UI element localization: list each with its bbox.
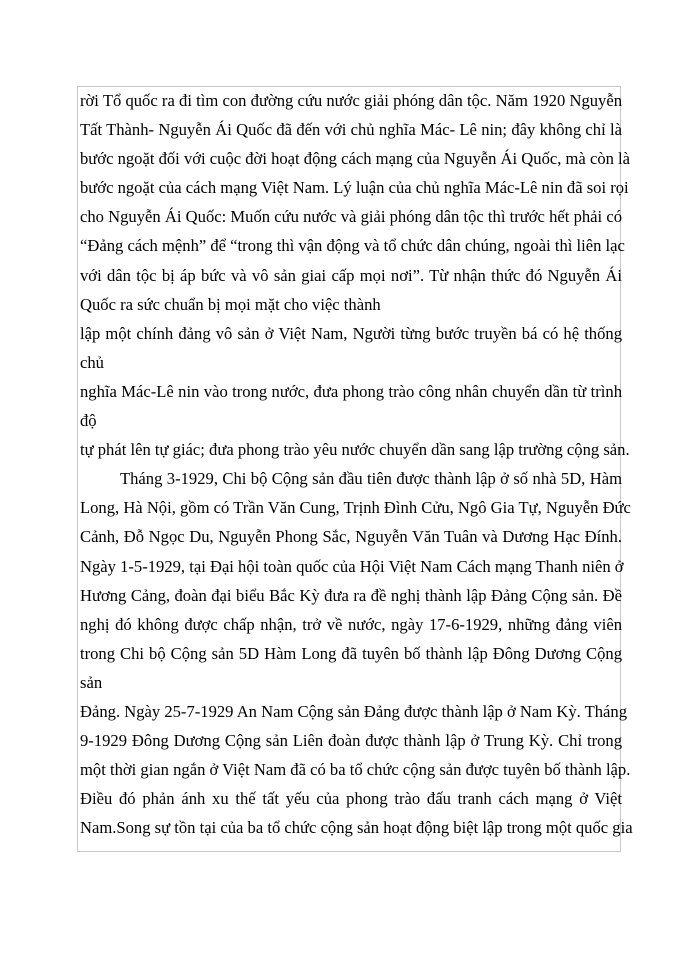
text-line: Nam.Song sự tồn tại của ba tổ chức cộng sản hoạt động biệt lập trong một quốc gia <box>80 818 633 838</box>
text-line: Ngày 1-5-1929, tại Đại hội toàn quốc của Hội Việt Nam Cách mạng Thanh niên ở <box>80 556 624 576</box>
text-line: cho Nguyễn Ái Quốc: Muốn cứu nước và giải phóng dân tộc thì trước hết phải có <box>80 207 622 227</box>
text-line: chủ <box>80 352 104 372</box>
text-line: “Đảng cách mệnh” để “trong thì vận động và tổ chức dân chúng, ngoài thì liên lạc <box>80 236 625 256</box>
text-line: lập một chính đảng vô sản ở Việt Nam, Người từng bước truyền bá có hệ thống <box>80 323 622 343</box>
text-line: Điều đó phản ánh xu thế tất yếu của phong trào đấu tranh cách mạng ở Việt <box>80 789 622 809</box>
text-line: rời Tổ quốc ra đi tìm con đường cứu nước giải phóng dân tộc. Năm 1920 Nguyễn <box>80 91 622 110</box>
text-line: Quốc ra sức chuẩn bị mọi mặt cho việc thành <box>80 294 381 314</box>
text-line: tự phát lên tự giác; đưa phong trào yêu nước chuyển dần sang lập trường cộng sản. <box>80 440 630 460</box>
text-line: một thời gian ngắn ở Việt Nam đã có ba tổ chức cộng sản được tuyên bố thành lập. <box>80 760 631 780</box>
text-line: bước ngoặt đối với cuộc đời hoạt động cách mạng của Nguyễn Ái Quốc, mà còn là <box>80 149 631 169</box>
text-line: bước ngoặt của cách mạng Việt Nam. Lý luận của chủ nghĩa Mác-Lê nin đã soi rọi <box>80 178 629 198</box>
text-line: Cảnh, Đỗ Ngọc Du, Nguyễn Phong Sắc, Nguyễn Văn Tuân và Dương Hạc Đính. <box>80 527 622 547</box>
text-line: 9-1929 Đông Dương Cộng sản Liên đoàn được thành lập ở Trung Kỳ. Chỉ trong <box>80 731 622 751</box>
text-line: Hương Cảng, đoàn đại biểu Bắc Kỳ đưa ra đề nghị thành lập Đảng Cộng sản. Đề <box>80 585 622 605</box>
text-line: Tất Thành- Nguyễn Ái Quốc đã đến với chủ nghĩa Mác- Lê nin; đây không chỉ là <box>80 120 622 140</box>
text-line: sản <box>80 672 103 692</box>
text-line: nghị đó không được chấp nhận, trở về nước, ngày 17-6-1929, những đảng viên <box>80 614 622 634</box>
text-line: nghĩa Mác-Lê nin vào trong nước, đưa phong trào công nhân chuyển dần từ trình <box>80 381 622 401</box>
text-line: Đảng. Ngày 25-7-1929 An Nam Cộng sản Đảng được thành lập ở Nam Kỳ. Tháng <box>80 701 628 721</box>
text-line: độ <box>80 411 97 431</box>
document-body <box>80 86 633 842</box>
text-line: trong Chi bộ Cộng sản 5D Hàm Long đã tuyên bố thành lập Đông Dương Cộng <box>80 643 622 663</box>
text-line: Long, Hà Nội, gồm có Trần Văn Cung, Trịnh Đình Cửu, Ngô Gia Tự, Nguyễn Đức <box>80 498 631 518</box>
text-line: với dân tộc bị áp bức và vô sản giai cấp mọi nơi”. Từ nhận thức đó Nguyễn Ái <box>80 265 622 285</box>
paragraph-first-line: Tháng 3-1929, Chi bộ Cộng sản đầu tiên được thành lập ở số nhà 5D, Hàm <box>120 469 622 489</box>
